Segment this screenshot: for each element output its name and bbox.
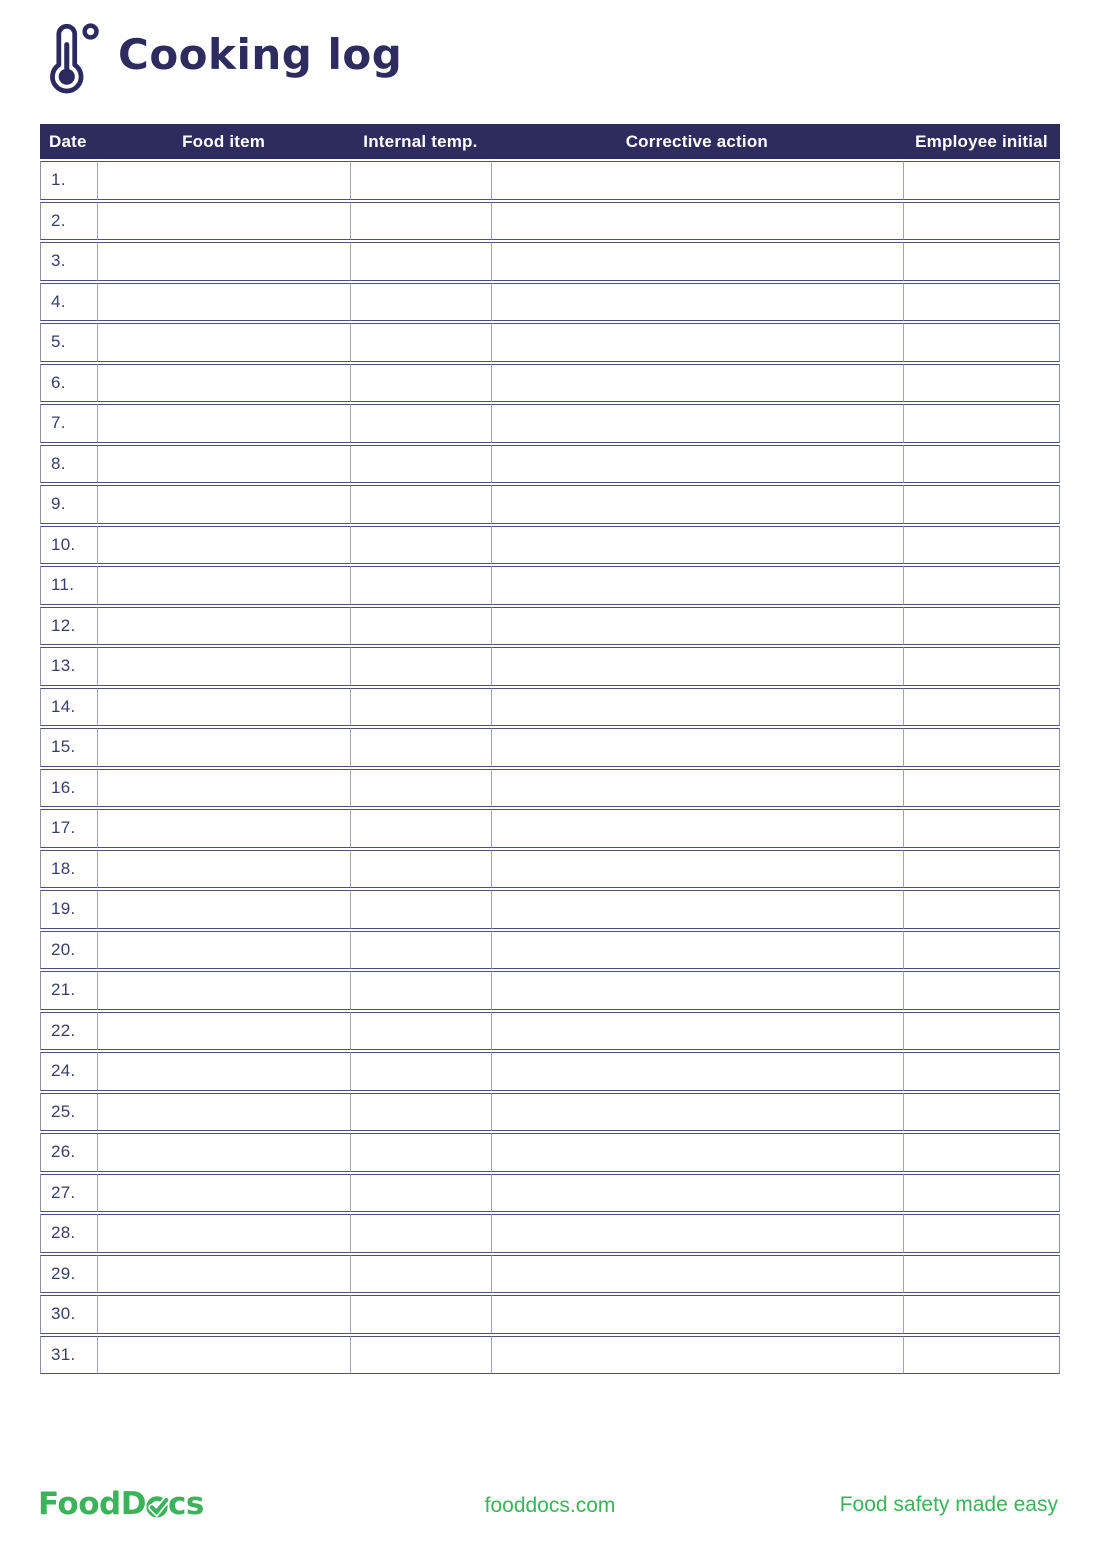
row-number-cell: 17. (40, 809, 97, 848)
row-number-cell: 11. (40, 566, 97, 605)
empty-cell-employee-initial (903, 445, 1060, 484)
empty-cell-internal-temp (350, 323, 491, 362)
table-row (40, 647, 1060, 686)
table-row (40, 688, 1060, 727)
table-row (40, 1133, 1060, 1172)
empty-cell-corrective-action (491, 1255, 903, 1294)
empty-cell-food-item (97, 1012, 350, 1051)
empty-cell-food-item (97, 283, 350, 322)
empty-cell-food-item (97, 850, 350, 889)
table-row (40, 1093, 1060, 1132)
table-row (40, 445, 1060, 484)
table-row (40, 1174, 1060, 1213)
empty-cell-internal-temp (350, 728, 491, 767)
row-number-cell: 18. (40, 850, 97, 889)
empty-cell-internal-temp (350, 161, 491, 200)
empty-cell-employee-initial (903, 769, 1060, 808)
empty-cell-employee-initial (903, 809, 1060, 848)
row-number-cell: 30. (40, 1295, 97, 1334)
table-row (40, 1052, 1060, 1091)
empty-cell-employee-initial (903, 688, 1060, 727)
empty-cell-food-item (97, 485, 350, 524)
table-header-row (40, 124, 1060, 159)
empty-cell-food-item (97, 566, 350, 605)
empty-cell-internal-temp (350, 769, 491, 808)
empty-cell-employee-initial (903, 971, 1060, 1010)
empty-cell-internal-temp (350, 283, 491, 322)
row-number-cell: 9. (40, 485, 97, 524)
empty-cell-corrective-action (491, 607, 903, 646)
empty-cell-corrective-action (491, 485, 903, 524)
row-number-cell: 27. (40, 1174, 97, 1213)
empty-cell-food-item (97, 1214, 350, 1253)
empty-cell-corrective-action (491, 526, 903, 565)
empty-cell-food-item (97, 769, 350, 808)
empty-cell-employee-initial (903, 364, 1060, 403)
column-header-internal-temp: Internal temp. (350, 124, 491, 159)
table-row (40, 850, 1060, 889)
empty-cell-corrective-action (491, 1093, 903, 1132)
empty-cell-corrective-action (491, 1174, 903, 1213)
empty-cell-internal-temp (350, 809, 491, 848)
empty-cell-food-item (97, 202, 350, 241)
footer-tagline: Food safety made easy (839, 1493, 1058, 1516)
empty-cell-food-item (97, 728, 350, 767)
empty-cell-employee-initial (903, 404, 1060, 443)
row-number-cell: 3. (40, 242, 97, 281)
empty-cell-internal-temp (350, 890, 491, 929)
empty-cell-employee-initial (903, 1052, 1060, 1091)
empty-cell-internal-temp (350, 850, 491, 889)
row-number-cell: 22. (40, 1012, 97, 1051)
empty-cell-internal-temp (350, 1133, 491, 1172)
logo-text-part2: cs (167, 1486, 204, 1522)
empty-cell-corrective-action (491, 1295, 903, 1334)
empty-cell-corrective-action (491, 364, 903, 403)
table-row (40, 364, 1060, 403)
empty-cell-food-item (97, 1295, 350, 1334)
table-row (40, 323, 1060, 362)
empty-cell-internal-temp (350, 1052, 491, 1091)
empty-cell-corrective-action (491, 323, 903, 362)
empty-cell-internal-temp (350, 445, 491, 484)
empty-cell-corrective-action (491, 566, 903, 605)
table-row (40, 1214, 1060, 1253)
empty-cell-corrective-action (491, 890, 903, 929)
empty-cell-internal-temp (350, 404, 491, 443)
empty-cell-corrective-action (491, 647, 903, 686)
table-row (40, 809, 1060, 848)
column-header-food-item: Food item (97, 124, 350, 159)
empty-cell-employee-initial (903, 526, 1060, 565)
empty-cell-employee-initial (903, 1133, 1060, 1172)
empty-cell-internal-temp (350, 688, 491, 727)
footer-url: fooddocs.com (484, 1494, 616, 1517)
table-row (40, 242, 1060, 281)
row-number-cell: 28. (40, 1214, 97, 1253)
empty-cell-internal-temp (350, 971, 491, 1010)
empty-cell-corrective-action (491, 161, 903, 200)
empty-cell-internal-temp (350, 1336, 491, 1375)
empty-cell-corrective-action (491, 283, 903, 322)
empty-cell-corrective-action (491, 1133, 903, 1172)
empty-cell-food-item (97, 688, 350, 727)
row-number-cell: 31. (40, 1336, 97, 1375)
empty-cell-employee-initial (903, 1214, 1060, 1253)
empty-cell-food-item (97, 364, 350, 403)
empty-cell-corrective-action (491, 404, 903, 443)
empty-cell-internal-temp (350, 242, 491, 281)
empty-cell-employee-initial (903, 1093, 1060, 1132)
empty-cell-employee-initial (903, 566, 1060, 605)
row-number-cell: 13. (40, 647, 97, 686)
empty-cell-food-item (97, 1052, 350, 1091)
empty-cell-food-item (97, 445, 350, 484)
empty-cell-employee-initial (903, 242, 1060, 281)
empty-cell-internal-temp (350, 931, 491, 970)
empty-cell-corrective-action (491, 971, 903, 1010)
empty-cell-food-item (97, 161, 350, 200)
table-row (40, 566, 1060, 605)
empty-cell-food-item (97, 1093, 350, 1132)
thermometer-icon (40, 22, 102, 94)
empty-cell-corrective-action (491, 202, 903, 241)
cooking-log-table (40, 122, 1060, 1376)
empty-cell-food-item (97, 526, 350, 565)
row-number-cell: 14. (40, 688, 97, 727)
empty-cell-internal-temp (350, 1174, 491, 1213)
empty-cell-employee-initial (903, 931, 1060, 970)
empty-cell-internal-temp (350, 485, 491, 524)
empty-cell-food-item (97, 1336, 350, 1375)
empty-cell-corrective-action (491, 769, 903, 808)
empty-cell-employee-initial (903, 202, 1060, 241)
empty-cell-employee-initial (903, 1295, 1060, 1334)
empty-cell-food-item (97, 1174, 350, 1213)
table-row (40, 1336, 1060, 1375)
empty-cell-food-item (97, 971, 350, 1010)
row-number-cell: 26. (40, 1133, 97, 1172)
empty-cell-corrective-action (491, 445, 903, 484)
row-number-cell: 21. (40, 971, 97, 1010)
empty-cell-employee-initial (903, 890, 1060, 929)
row-number-cell: 19. (40, 890, 97, 929)
empty-cell-internal-temp (350, 1093, 491, 1132)
row-number-cell: 1. (40, 161, 97, 200)
empty-cell-food-item (97, 404, 350, 443)
empty-cell-food-item (97, 607, 350, 646)
row-number-cell: 16. (40, 769, 97, 808)
empty-cell-internal-temp (350, 607, 491, 646)
row-number-cell: 10. (40, 526, 97, 565)
page-title: Cooking log (118, 30, 403, 79)
empty-cell-food-item (97, 242, 350, 281)
empty-cell-internal-temp (350, 566, 491, 605)
empty-cell-employee-initial (903, 485, 1060, 524)
row-number-cell: 20. (40, 931, 97, 970)
table-row (40, 485, 1060, 524)
empty-cell-internal-temp (350, 1214, 491, 1253)
table-header (40, 124, 1060, 159)
empty-cell-food-item (97, 1133, 350, 1172)
empty-cell-internal-temp (350, 647, 491, 686)
empty-cell-corrective-action (491, 242, 903, 281)
empty-cell-employee-initial (903, 647, 1060, 686)
empty-cell-employee-initial (903, 323, 1060, 362)
empty-cell-internal-temp (350, 364, 491, 403)
logo-text-part1: FoodD (38, 1486, 146, 1522)
empty-cell-employee-initial (903, 161, 1060, 200)
row-number-cell: 15. (40, 728, 97, 767)
table-body (40, 161, 1060, 1374)
empty-cell-employee-initial (903, 1174, 1060, 1213)
empty-cell-internal-temp (350, 1295, 491, 1334)
empty-cell-corrective-action (491, 809, 903, 848)
table-row (40, 526, 1060, 565)
table-row (40, 890, 1060, 929)
row-number-cell: 5. (40, 323, 97, 362)
empty-cell-employee-initial (903, 1255, 1060, 1294)
empty-cell-food-item (97, 809, 350, 848)
table-row (40, 931, 1060, 970)
empty-cell-corrective-action (491, 728, 903, 767)
page-header (40, 22, 402, 94)
row-number-cell: 12. (40, 607, 97, 646)
empty-cell-corrective-action (491, 688, 903, 727)
table-row (40, 971, 1060, 1010)
table-row (40, 769, 1060, 808)
table-row (40, 1255, 1060, 1294)
empty-cell-corrective-action (491, 931, 903, 970)
empty-cell-corrective-action (491, 1052, 903, 1091)
table-row (40, 283, 1060, 322)
table-row (40, 728, 1060, 767)
row-number-cell: 2. (40, 202, 97, 241)
row-number-cell: 24. (40, 1052, 97, 1091)
empty-cell-employee-initial (903, 728, 1060, 767)
empty-cell-corrective-action (491, 1214, 903, 1253)
empty-cell-internal-temp (350, 1255, 491, 1294)
row-number-cell: 6. (40, 364, 97, 403)
empty-cell-internal-temp (350, 202, 491, 241)
table-row (40, 607, 1060, 646)
table-row (40, 404, 1060, 443)
empty-cell-corrective-action (491, 850, 903, 889)
table-row (40, 1012, 1060, 1051)
empty-cell-food-item (97, 890, 350, 929)
row-number-cell: 4. (40, 283, 97, 322)
table-row (40, 161, 1060, 200)
empty-cell-corrective-action (491, 1012, 903, 1051)
column-header-date: Date (40, 124, 97, 159)
empty-cell-food-item (97, 647, 350, 686)
empty-cell-internal-temp (350, 526, 491, 565)
table-row (40, 202, 1060, 241)
empty-cell-employee-initial (903, 1012, 1060, 1051)
row-number-cell: 8. (40, 445, 97, 484)
table-row (40, 1295, 1060, 1334)
empty-cell-corrective-action (491, 1336, 903, 1375)
empty-cell-employee-initial (903, 850, 1060, 889)
empty-cell-employee-initial (903, 283, 1060, 322)
empty-cell-food-item (97, 1255, 350, 1294)
empty-cell-food-item (97, 323, 350, 362)
empty-cell-employee-initial (903, 1336, 1060, 1375)
row-number-cell: 7. (40, 404, 97, 443)
row-number-cell: 25. (40, 1093, 97, 1132)
empty-cell-employee-initial (903, 607, 1060, 646)
row-number-cell: 29. (40, 1255, 97, 1294)
empty-cell-food-item (97, 931, 350, 970)
column-header-employee-initial: Employee initial (903, 124, 1060, 159)
column-header-corrective-action: Corrective action (491, 124, 903, 159)
empty-cell-internal-temp (350, 1012, 491, 1051)
